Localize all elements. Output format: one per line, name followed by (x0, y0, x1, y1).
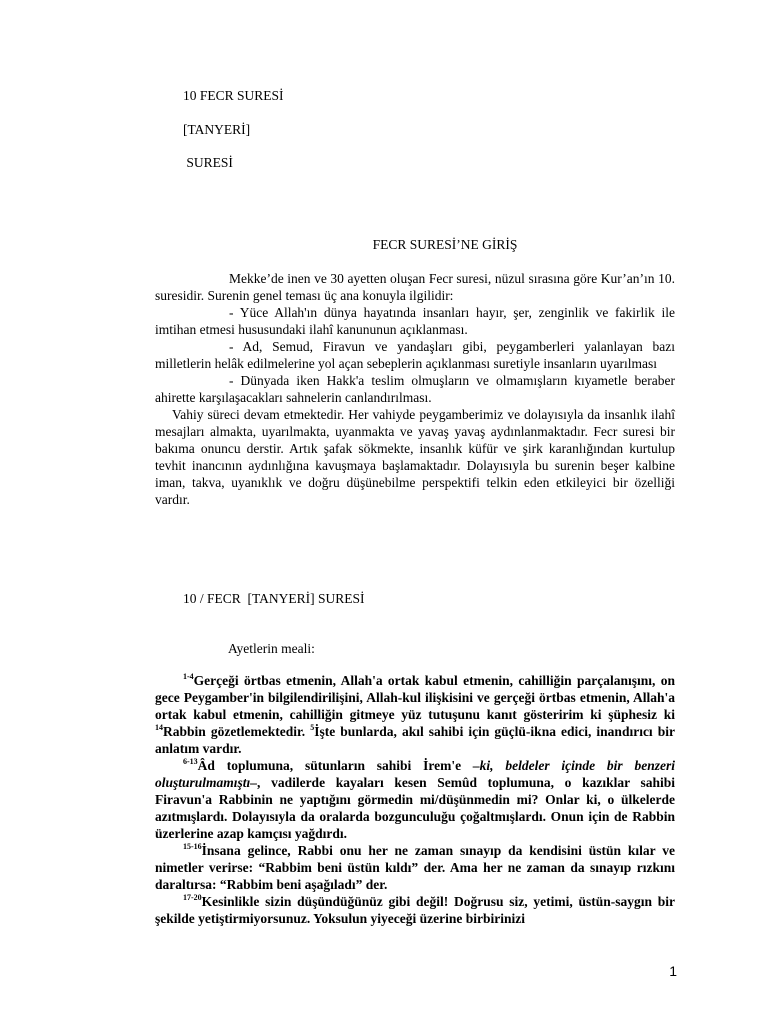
header-line-1: 10 FECR SURESİ (183, 88, 284, 103)
verse-number: 1-4 (183, 672, 194, 681)
verse-1-4 (155, 672, 675, 757)
verse-number: 14 (155, 723, 163, 732)
verse-text: , vadilerde kayaları kesen Semûd toplumuna, o kazıklar sahibi Firavun'a Rabbinin ne yaptığını görmedin mi/düşünmedin mi? Onlar ki, o ülkelerde azıtmışlardı. Dolayısıyla da oralarda bozgunculuğu çoğaltmışlardı. Onun için de Rabbin üzerlerine azap kamçısı yağdırdı. (155, 775, 675, 841)
verse-text: İşte bunlarda, akıl sahibi için güçlü-ikna edici, inandırıcı bir anlatım vardır. (155, 724, 675, 756)
verse-15-16 (155, 842, 675, 893)
verse-text: Gerçeği örtbas etmenin, Allah'a ortak kabul etmenin, cahilliğin parçalanışını, on gece Peygamber'in bilgilendirilişini, Allah-kul ilişkisini ve gerçeği örtbas etmenin, Allah'a ortak kabul etmenin, cahilliğin gitmeye yüz tutuşunu kanıt gösteririm ki şüphesiz ki (155, 673, 675, 722)
intro-paragraph-4: - Dünyada iken Hakk'a teslim olmuşların ve olmamışların kıyametle beraber ahirette karşılaşacakları sahnelerin canlandırılması. (155, 373, 675, 405)
verse-number: 6-13 (183, 757, 198, 766)
section-heading: 10 / FECR [TANYERİ] SURESİ (183, 591, 365, 606)
verse-text: Rabbin gözetlemektedir. (163, 724, 311, 739)
verse-number: 17-20 (183, 893, 202, 902)
intro-paragraph-2: - Yüce Allah'ın dünya hayatında insanları hayır, şer, zenginlik ve fakirlik ile imtihan etmesi hususundaki ilahî kanununun açıklanması. (155, 305, 675, 337)
header-line-2: [TANYERİ] (183, 122, 251, 137)
verse-17-20 (155, 893, 675, 927)
verse-6-13 (155, 757, 675, 842)
verse-number: 5 (310, 723, 315, 732)
header-line-3: SURESİ (183, 155, 233, 170)
intro-paragraph-5: Vahiy süreci devam etmektedir. Her vahiyde peygamberimiz ve dolayısıyla da insanlık ilahî mesajları almakta, uyarılmakta, uyanmakta ve yavaş yavaş aydınlanmaktadır. Fecr suresi bir bakıma onuncu derstir. Artık şafak sökmekte, insanlık küfür ve şirk karanlığından kurtulup tevhit inancının aydınlığına kavuşmaya başlamaktadır. Dolayısıyla bu surenin beşer kalbine iman, takva, uyanıklık ve doğru düşünebilme perspektifi telkin eden etkileyici bir özelliği vardır. (155, 407, 675, 507)
verse-text: Kesinlikle sizin düşündüğünüz gibi değil! Doğrusu siz, yetimi, üstün-saygın bir şekilde yetiştirmiyorsunuz. Yoksulun yiyeceği üzerine birbirinizi (155, 894, 675, 926)
verses-body (155, 672, 675, 927)
verse-text: İnsana gelince, Rabbi onu her ne zaman sınayıp da kendisini üstün kılar ve nimetler verirse: “Rabbim beni üstün kıldı” der. Ama her ne zaman da sınayıp rızkını daraltırsa: “Rabbim beni aşağıladı” der. (155, 843, 675, 892)
meal-label: Ayetlerin meali: (228, 641, 315, 656)
verse-number: 15-16 (183, 842, 202, 851)
verse-text: Âd toplumuna, sütunların sahibi İrem'e (197, 758, 473, 773)
verse-italic-text: –ki, beldeler içinde bir benzeri oluşturulmamıştı– (155, 758, 675, 790)
intro-paragraph-3: - Ad, Semud, Firavun ve yandaşları gibi, peygamberleri yalanlayan bazı milletlerin helâk edilmelerine yol açan sebeplerin açıklanması suretiyle insanların uyarılması (155, 339, 675, 371)
page-number: 1 (669, 963, 677, 979)
intro-paragraph-1: Mekke’de inen ve 30 ayetten oluşan Fecr suresi, nüzul sırasına göre Kur’an’ın 10. suresidir. Surenin genel teması üç ana konuyla ilgilidir: (155, 271, 675, 303)
intro-body (155, 270, 675, 508)
intro-title: FECR SURESİ’NE GİRİŞ (372, 237, 518, 252)
